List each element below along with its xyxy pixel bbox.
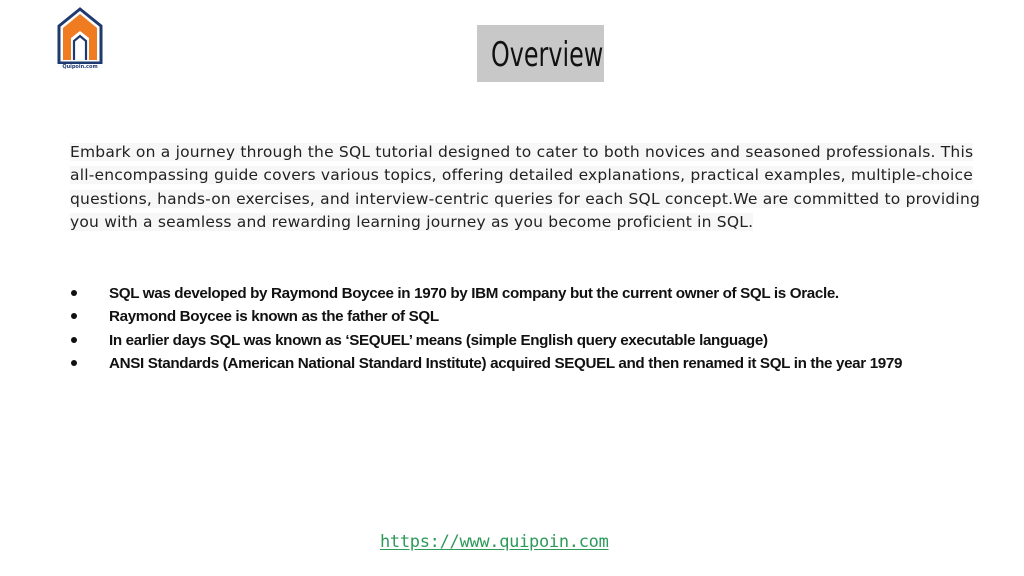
logo-caption: Quipoin.com xyxy=(62,64,98,70)
list-item-text: ANSI Standards (American National Standard Institute) acquired SEQUEL and then renamed it SQL in the year 1979 xyxy=(109,354,903,372)
bullet-icon xyxy=(71,360,77,366)
list-item xyxy=(68,329,998,352)
bullet-icon xyxy=(71,337,77,343)
list-item xyxy=(68,282,998,305)
house-logo-icon xyxy=(55,6,105,64)
intro-text: Embark on a journey through the SQL tutorial designed to cater to both novices and seasoned professionals. This all-encompassing guide covers various topics, offering detailed explanations, practical examples, multiple-choice questions, hands-on exercises, and interview-centric queries for each SQL concept.We are committed to providing you with a seamless and rewarding learning journey as you become proficient in SQL. xyxy=(70,143,981,231)
title-box xyxy=(477,25,604,82)
bullet-icon xyxy=(71,290,77,296)
intro-paragraph xyxy=(70,141,980,234)
website-link[interactable]: https://www.quipoin.com xyxy=(380,532,609,552)
list-item xyxy=(68,352,998,375)
fact-list xyxy=(68,282,998,375)
list-item xyxy=(68,305,998,328)
page-title: Overview xyxy=(490,35,604,75)
list-item-text: In earlier days SQL was known as ‘SEQUEL’ means (simple English query executable language) xyxy=(109,331,768,349)
quipoin-logo[interactable] xyxy=(55,6,105,72)
list-item-text: Raymond Boycee is known as the father of SQL xyxy=(109,308,439,326)
bullet-icon xyxy=(71,313,77,319)
list-item-text: SQL was developed by Raymond Boycee in 1970 by IBM company but the current owner of SQL is Oracle. xyxy=(109,285,839,302)
